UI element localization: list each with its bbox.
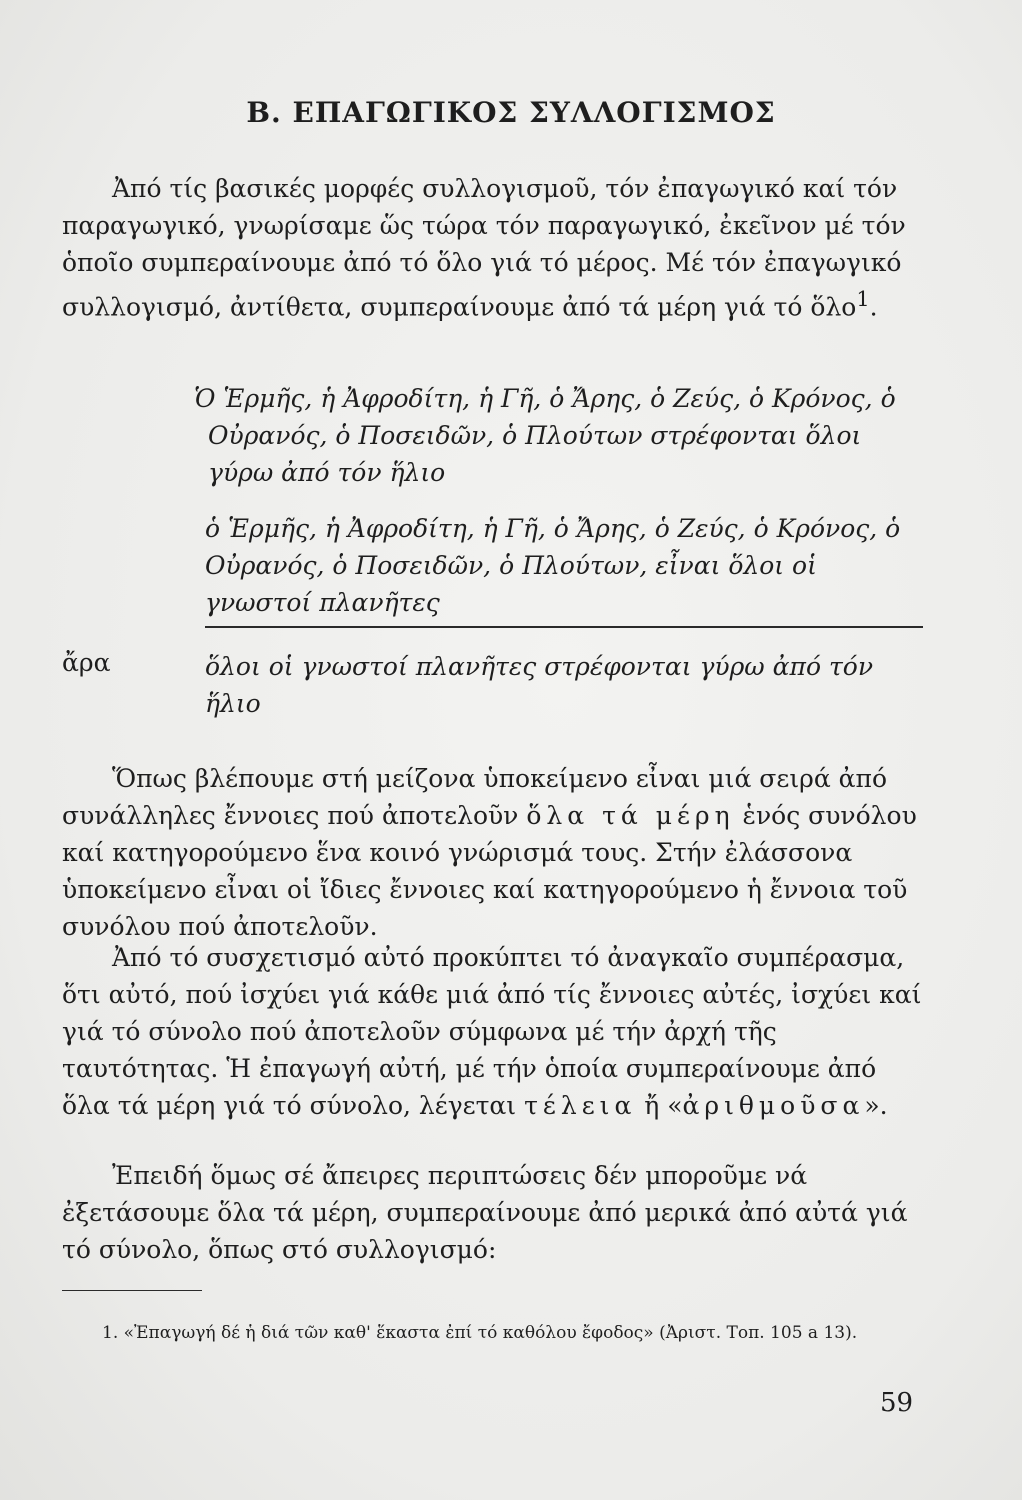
p3-end: ».: [864, 1091, 888, 1120]
p3-spaced-arithmousa: ἀριθμοῦσα: [682, 1091, 865, 1120]
paragraph-intro: [62, 170, 922, 325]
p3-text-a: Ἀπό τό συσχετισμό αὐτό προκύπτει τό ἀναγκαῖο συμπέρασμα, ὅτι αὐτό, πού ἰσχύει γιά κάθε μιά ἀπό τίς ἔννοιες αὐτές, ἰσχύει καί γιά τό σύνολο πού ἀποτελοῦν σύμφωνα μέ τήν ἀρχή τῆς ταυτότητας. Ἡ ἐπαγωγή αὐτή, μέ τήν ὁποία συμπεραίνουμε ἀπό ὅλα τά μέρη γιά τό σύνολο, λέγεται: [62, 943, 922, 1120]
paragraph-intro-text: Ἀπό τίς βασικές μορφές συλλογισμοῦ, τόν ἐπαγωγικό καί τόν παραγωγικό, γνωρίσαμε ὥς τώρα τόν παραγωγικό, ἐκεῖνον μέ τόν ὁποῖο συμπεραίνουμε ἀπό τό ὅλο γιά τό μέρος. Μέ τόν ἐπαγωγικό συλλογισμό, ἀντίθετα, συμπεραίνουμε ἀπό τά μέρη γιά τό ὅλο: [62, 174, 906, 322]
section-title: B. ΕΠΑΓΩΓΙΚΟΣ ΣΥΛΛΟΓΙΣΜΟΣ: [246, 96, 776, 129]
syllogism-conclusion: ὅλοι οἱ γνωστοί πλανῆτες στρέφονται γύρω ἀπό τόν ἥλιο: [205, 652, 874, 718]
major-premise-text: Ὁ Ἑρμῆς, ἡ Ἀφροδίτη, ἡ Γῆ, ὁ Ἄρης, ὁ Ζεύς, ὁ Κρόνος, ὁ Οὐρανός, ὁ Ποσειδῶν, ὁ Πλούτων στρέφονται ὅλοι γύρω ἀπό τόν ἥλιο: [194, 384, 896, 487]
syllogism-ara: ἄρα: [62, 648, 111, 677]
paragraph-conclusion: [62, 939, 922, 1124]
p3-mid: ἤ «: [636, 1091, 683, 1120]
footnote-ref: 1: [856, 287, 870, 311]
p3-spaced-teleia: τέλεια: [524, 1091, 637, 1120]
footnote: [62, 1320, 922, 1347]
p2-text-b: ἑνός συνόλου καί κατηγορούμενο ἕνα κοινό γνώρισμά τους. Στήν ἐλάσσονα ὑποκείμενο εἶναι οἱ ἴδιες ἔννοιες καί κατηγορούμενο ἡ ἔννοια τοῦ συνόλου πού ἀποτελοῦν.: [62, 801, 917, 941]
paragraph-explanation: [62, 760, 922, 945]
footnote-number: 1.: [102, 1323, 119, 1343]
syllogism-minor-premise: ὁ Ἑρμῆς, ἡ Ἀφροδίτη, ἡ Γῆ, ὁ Ἄρης, ὁ Ζεύς, ὁ Κρόνος, ὁ Οὐρανός, ὁ Ποσειδῶν, ὁ Πλούτων, εἶναι ὅλοι οἱ γνωστοί πλανῆτες: [205, 514, 901, 617]
footnote-text: «Ἐπαγωγή δέ ἡ διά τῶν καθ' ἕκαστα ἐπί τό καθόλου ἔφοδος» (Ἀριστ. Τοπ. 105 a 13).: [123, 1323, 858, 1343]
syllogism-divider: [205, 626, 923, 628]
paragraph-incomplete: Ἐπειδή ὅμως σέ ἄπειρες περιπτώσεις δέν μποροῦμε νά ἐξετάσουμε ὅλα τά μέρη, συμπεραίνουμε ἀπό μερικά ἀπό αὐτά γιά τό σύνολο, ὅπως στό συλλογισμό:: [62, 1161, 908, 1264]
page-number: 59: [880, 1388, 914, 1418]
syllogism-major-premise: [194, 380, 924, 491]
p2-text-a: Ὅπως βλέπουμε στή μείζονα ὑποκείμενο εἶναι μιά σειρά ἀπό συνάλληλες ἔννοιες πού ἀποτελοῦν: [62, 764, 888, 830]
paragraph-intro-end: .: [869, 292, 878, 322]
footnote-divider: [62, 1290, 202, 1291]
p2-spaced: ὅλα τά μέρη: [526, 801, 735, 830]
